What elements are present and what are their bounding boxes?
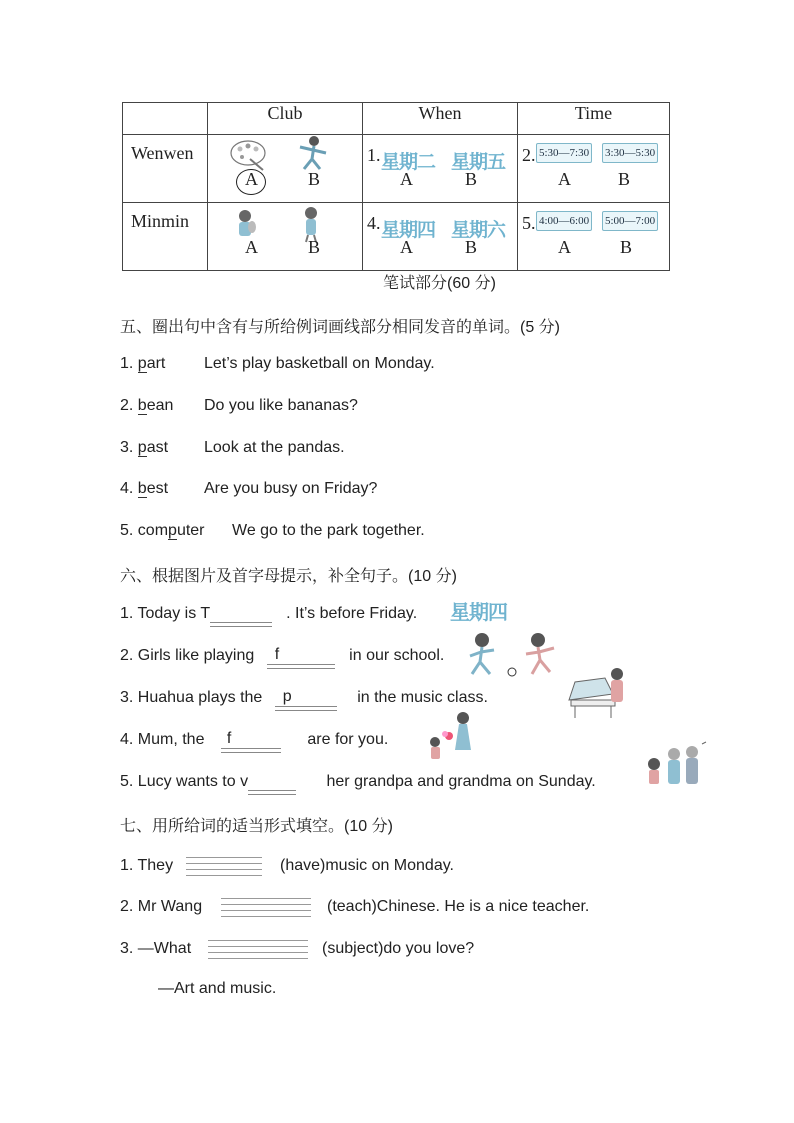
section6-item-3: 3. Huahua plays the p in the music class. — [120, 688, 488, 706]
time-box-a: 4:00—6:00 — [536, 211, 592, 231]
section6-item-2: 2. Girls like playing f in our school. — [120, 646, 445, 664]
section6-item-5: 5. Lucy wants to v her grandpa and grandma on Sunday. — [120, 773, 596, 790]
option-b: B — [620, 237, 633, 257]
section7-item-3: 3. —What (subject)do you love? — [120, 940, 475, 957]
row-name-wenwen: Wenwen — [123, 135, 208, 203]
answer-blank[interactable] — [186, 855, 262, 875]
section6-heading: 六、根据图片及首字母提示，补全句子。(10 分) — [120, 568, 457, 585]
time-box-a: 5:30—7:30 — [536, 143, 592, 163]
flowers-icon — [425, 710, 477, 766]
section5-item-1: 1. part Let’s play basketball on Monday. — [120, 355, 435, 372]
section7-item-1: 1. They (have)music on Monday. — [120, 857, 454, 874]
time-cell-wenwen — [518, 135, 670, 203]
section6-item-4: 4. Mum, the f are for you. — [120, 730, 389, 748]
header-time: Time — [518, 103, 670, 135]
section5-item-5: 5. computer We go to the park together. — [120, 522, 425, 539]
section7-answer-line: —Art and music. — [158, 980, 277, 997]
weekday-thursday-icon: 星期四 — [450, 600, 507, 624]
option-b: B — [465, 169, 478, 189]
option-a: A — [245, 237, 258, 257]
header-when: When — [363, 103, 518, 135]
time-box-b: 3:30—5:30 — [602, 143, 658, 163]
option-b: B — [308, 237, 321, 257]
club-cell-wenwen — [208, 135, 363, 203]
answer-blank[interactable]: p — [275, 688, 337, 707]
weekday-friday-icon: 星期五 — [451, 151, 506, 173]
option-a: A — [400, 169, 413, 189]
weekday-saturday-icon: 星期六 — [451, 219, 506, 241]
answer-blank[interactable] — [248, 772, 296, 791]
weekday-thursday-icon: 星期四 — [381, 219, 436, 241]
answer-blank[interactable]: f — [267, 646, 335, 665]
option-a: A — [558, 169, 571, 189]
when-cell-wenwen — [363, 135, 518, 203]
section7-item-2: 2. Mr Wang (teach)Chinese. He is a nice teacher. — [120, 898, 590, 915]
question-number: 5. — [522, 213, 536, 233]
grandparents-icon — [640, 738, 708, 796]
when-cell-minmin — [363, 203, 518, 271]
option-b: B — [308, 169, 321, 189]
option-b: B — [465, 237, 478, 257]
section6-item-1: 1. Today is T . It’s before Friday. — [120, 605, 418, 622]
answer-blank[interactable] — [221, 896, 311, 916]
answer-blank[interactable]: f — [221, 730, 281, 749]
section7-heading: 七、用所给词的适当形式填空。(10 分) — [120, 818, 393, 835]
section5-heading: 五、圈出句中含有与所给例词画线部分相同发音的单词。(5 分) — [120, 319, 561, 336]
section5-item-3: 3. past Look at the pandas. — [120, 439, 345, 456]
answer-blank[interactable] — [210, 604, 272, 623]
option-a: A — [400, 237, 413, 257]
piano-icon — [565, 664, 627, 720]
option-a: A — [558, 237, 571, 257]
written-part-title: 笔试部分(60 分) — [383, 275, 496, 292]
club-cell-minmin — [208, 203, 363, 271]
question-number: 1. — [367, 145, 381, 165]
header-club: Club — [208, 103, 363, 135]
row-name-minmin: Minmin — [123, 203, 208, 271]
football-girls-icon — [464, 630, 564, 680]
option-b: B — [618, 169, 631, 189]
time-box-b: 5:00—7:00 — [602, 211, 658, 231]
weekday-tuesday-icon: 星期二 — [381, 151, 436, 173]
time-cell-minmin — [518, 203, 670, 271]
answer-blank[interactable] — [208, 938, 308, 958]
option-a: A — [245, 169, 258, 189]
section5-item-4: 4. best Are you busy on Friday? — [120, 480, 378, 497]
question-number: 2. — [522, 145, 536, 165]
question-number: 4. — [367, 213, 381, 233]
club-schedule-table — [122, 102, 670, 271]
header-empty — [123, 103, 208, 135]
section5-item-2: 2. bean Do you like bananas? — [120, 397, 358, 414]
